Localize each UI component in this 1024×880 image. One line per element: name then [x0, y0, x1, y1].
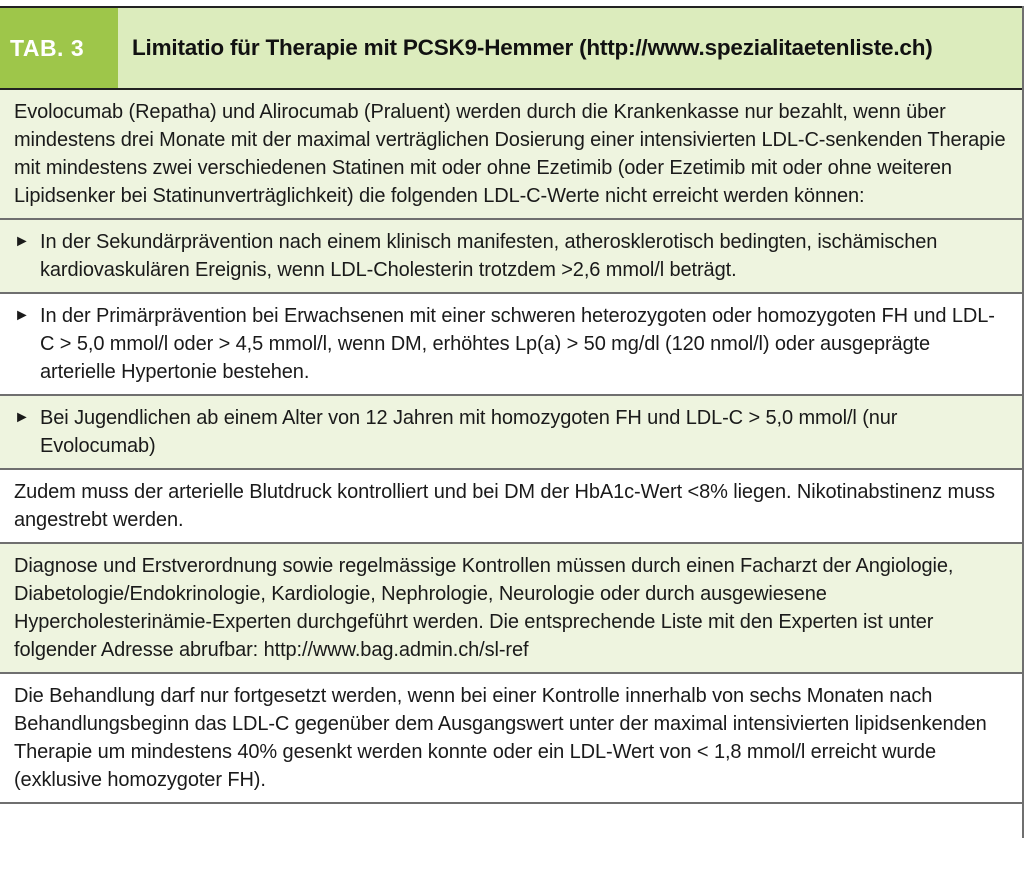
- table-number-label: TAB. 3: [0, 8, 118, 88]
- table-header: [0, 6, 1022, 90]
- bullet-row-adolescents: [0, 396, 1022, 470]
- diagnosis-row: [0, 544, 1022, 674]
- limitatio-table: [0, 6, 1022, 804]
- table-title: Limitatio für Therapie mit PCSK9-Hemmer (http://www.spezialitaetenliste.ch): [132, 35, 933, 60]
- arrow-bullet-icon: ►: [14, 233, 30, 250]
- bullet-text: In der Sekundärprävention nach einem klinisch manifesten, atherosklerotisch bedingten, ischämischen kardiovaskulären Ereignis, wenn LDL-Cholesterin trotzdem >2,6 mmol/l beträgt.: [40, 231, 938, 281]
- bullet-row-secondary-prevention: [0, 220, 1022, 294]
- arrow-bullet-icon: ►: [14, 307, 30, 324]
- intro-text: Evolocumab (Repatha) und Alirocumab (Praluent) werden durch die Krankenkasse nur bezahlt, wenn über mindestens drei Monate mit der maximal verträglichen Dosierung einer intensivierten LDL-C-senkenden Therapie mit mindestens zwei verschiedenen Statinen mit oder ohne Ezetimib (oder Ezetimib mit oder ohne weiteren Lipidsenker bei Statinunverträglichkeit) die folgenden LDL-C-Werte nicht erreicht werden können:: [14, 101, 1006, 207]
- continuation-row: [0, 674, 1022, 804]
- continuation-text: Die Behandlung darf nur fortgesetzt werden, wenn bei einer Kontrolle innerhalb von sechs Monaten nach Behandlungsbeginn das LDL-C gegenüber dem Ausgangswert unter der maximal intensivierten lipidsenkenden Therapie um mindestens 40% gesenkt werden konnte oder ein LDL-Wert von < 1,8 mmol/l erreicht wurde (exklusive homozygoter FH).: [14, 685, 987, 791]
- intro-row: [0, 90, 1022, 220]
- blood-pressure-row: [0, 470, 1022, 544]
- bullet-row-primary-prevention: [0, 294, 1022, 396]
- bullet-text: Bei Jugendlichen ab einem Alter von 12 Jahren mit homozygoten FH und LDL-C > 5,0 mmol/l (nur Evolocumab): [40, 407, 898, 457]
- blood-pressure-text: Zudem muss der arterielle Blutdruck kontrolliert und bei DM der HbA1c-Wert <8% liegen. Nikotinabstinenz muss angestrebt werden.: [14, 481, 995, 531]
- diagnosis-text: Diagnose und Erstverordnung sowie regelmässige Kontrollen müssen durch einen Facharzt der Angiologie, Diabetologie/Endokrinologie, Kardiologie, Nephrologie, Neurologie oder durch ausgewiesene Hypercholesterinämie-Experten durchgeführt werden. Die entsprechende Liste mit den Experten ist unter folgender Adresse abrufbar: http://www.bag.admin.ch/sl-ref: [14, 555, 954, 661]
- arrow-bullet-icon: ►: [14, 409, 30, 426]
- bullet-text: In der Primärprävention bei Erwachsenen mit einer schweren heterozygoten oder homozygoten FH und LDL-C > 5,0 mmol/l oder > 4,5 mmol/l, wenn DM, erhöhtes Lp(a) > 50 mg/dl (120 nmol/l) oder ausgeprägte arterielle Hypertonie bestehen.: [40, 305, 995, 383]
